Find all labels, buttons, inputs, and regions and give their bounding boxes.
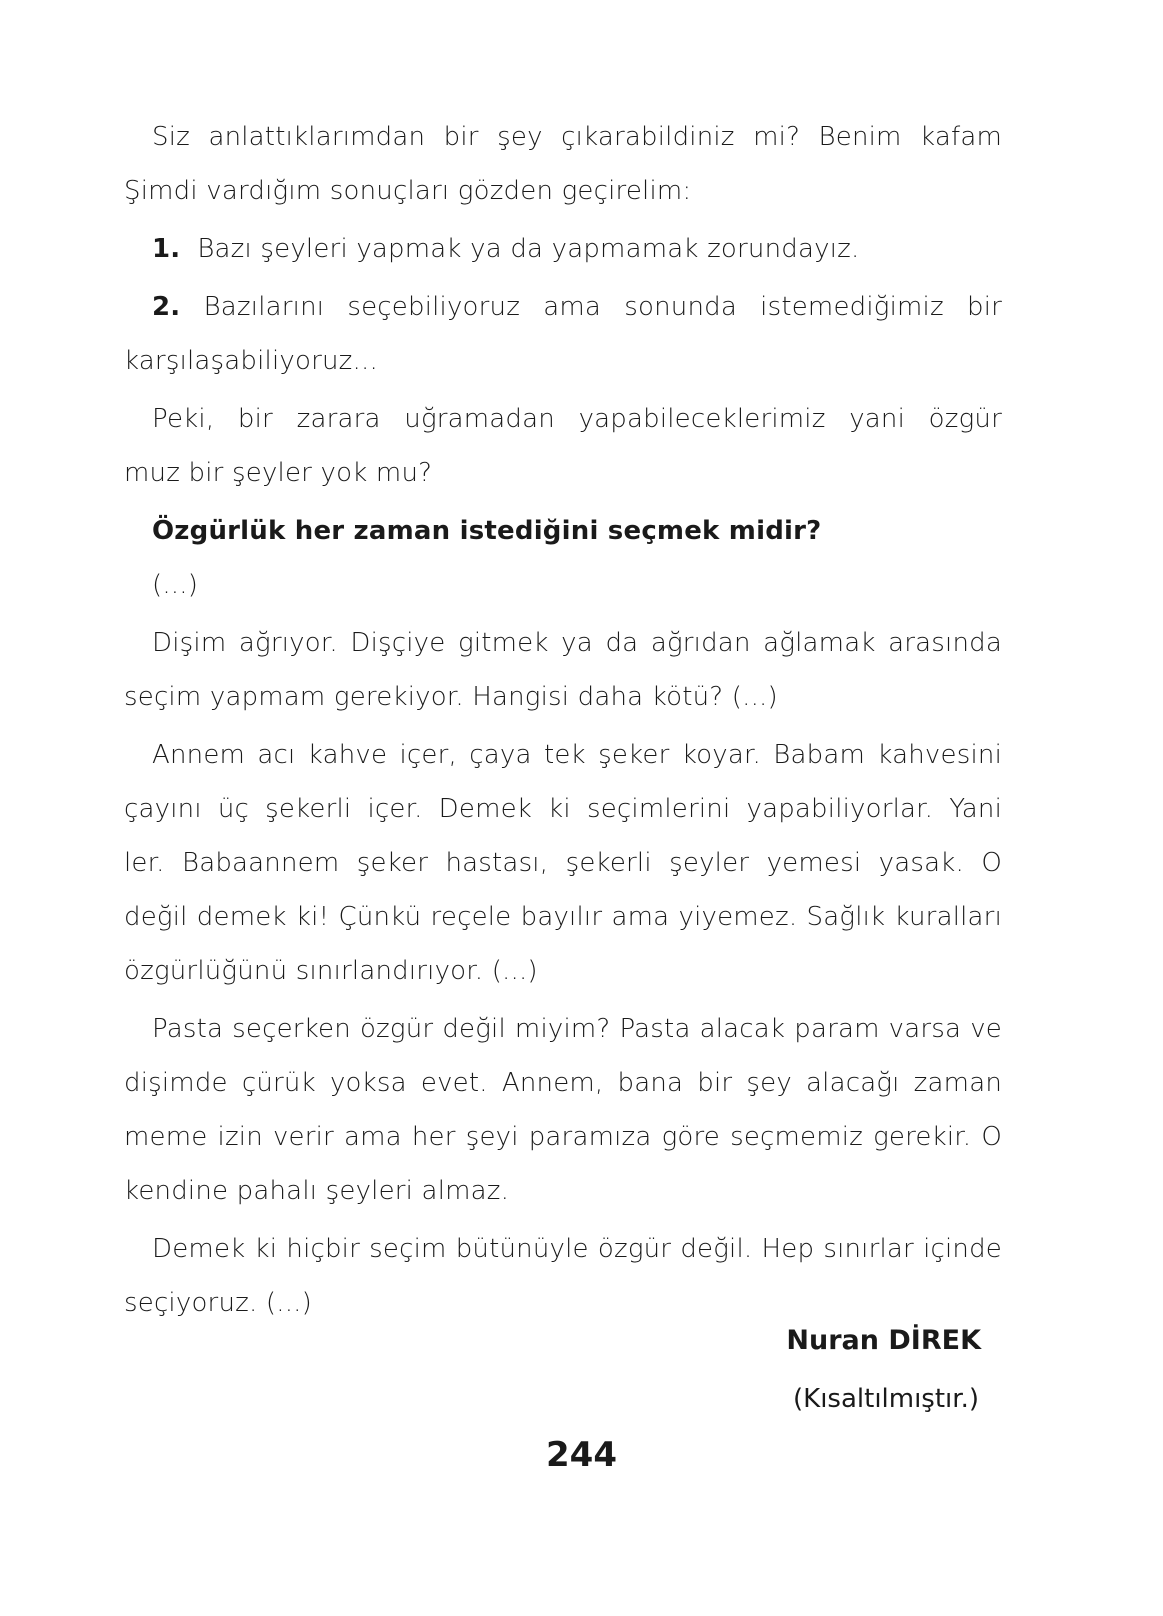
list-text: Bazı şeyleri yapmak ya da yapmamak zorundayız. [197,234,860,264]
text-line: seçiyoruz. (...) [124,1288,312,1318]
text-line: Annem acı kahve içer, çaya tek şeker koyar. Babam kahvesini [152,740,1002,770]
text-line: Peki, bir zarara uğramadan yapabileceklerimiz yani özgür [152,404,1002,434]
text-line: dişimde çürük yoksa evet. Annem, bana bir şey alacağı zaman [124,1068,1002,1098]
text-line: (...) [152,570,199,600]
text-line: karşılaşabiliyoruz... [124,346,378,376]
text-line: özgürlüğünü sınırlandırıyor. (...) [124,956,538,986]
page-number: 244 [546,1435,617,1475]
text-line: çayını üç şekerli içer. Demek ki seçimlerini yapabiliyorlar. Yani [124,794,1002,824]
text-line: değil demek ki! Çünkü reçele bayılır ama yiyemez. Sağlık kuralları [124,902,1002,932]
section-heading: Özgürlük her zaman istediğini seçmek midir? [152,516,822,546]
text-line: kendine pahalı şeyleri almaz. [124,1176,510,1206]
text-line: meme izin verir ama her şeyi paramıza göre seçmemiz gerekir. O [124,1122,1002,1152]
text-line: Dişim ağrıyor. Dişçiye gitmek ya da ağrıdan ağlamak arasında [152,628,1002,658]
abridged-note: (Kısaltılmıştır.) [793,1384,979,1414]
text-line: seçim yapmam gerekiyor. Hangisi daha kötü? (...) [124,682,778,712]
page-body [124,110,1002,1330]
author-name: Nuran DİREK [786,1325,981,1356]
text-line: Şimdi vardığım sonuçları gözden geçirelim: [124,176,692,206]
list-item-2 [124,280,1002,334]
text-line: Demek ki hiçbir seçim bütünüyle özgür değil. Hep sınırlar içinde [152,1234,1002,1264]
list-number: 2. [152,292,181,322]
list-text: Bazılarını seçebiliyoruz ama sonunda istemediğimiz bir [203,292,1002,322]
text-line: ler. Babaannem şeker hastası, şekerli şeyler yemesi yasak. O [124,848,1002,878]
list-number: 1. [152,234,181,264]
text-line: muz bir şeyler yok mu? [124,458,433,488]
list-item-1 [124,222,1002,276]
text-line: Pasta seçerken özgür değil miyim? Pasta alacak param varsa ve [152,1014,1002,1044]
text-line: Siz anlattıklarımdan bir şey çıkarabildiniz mi? Benim kafam [152,122,1002,152]
